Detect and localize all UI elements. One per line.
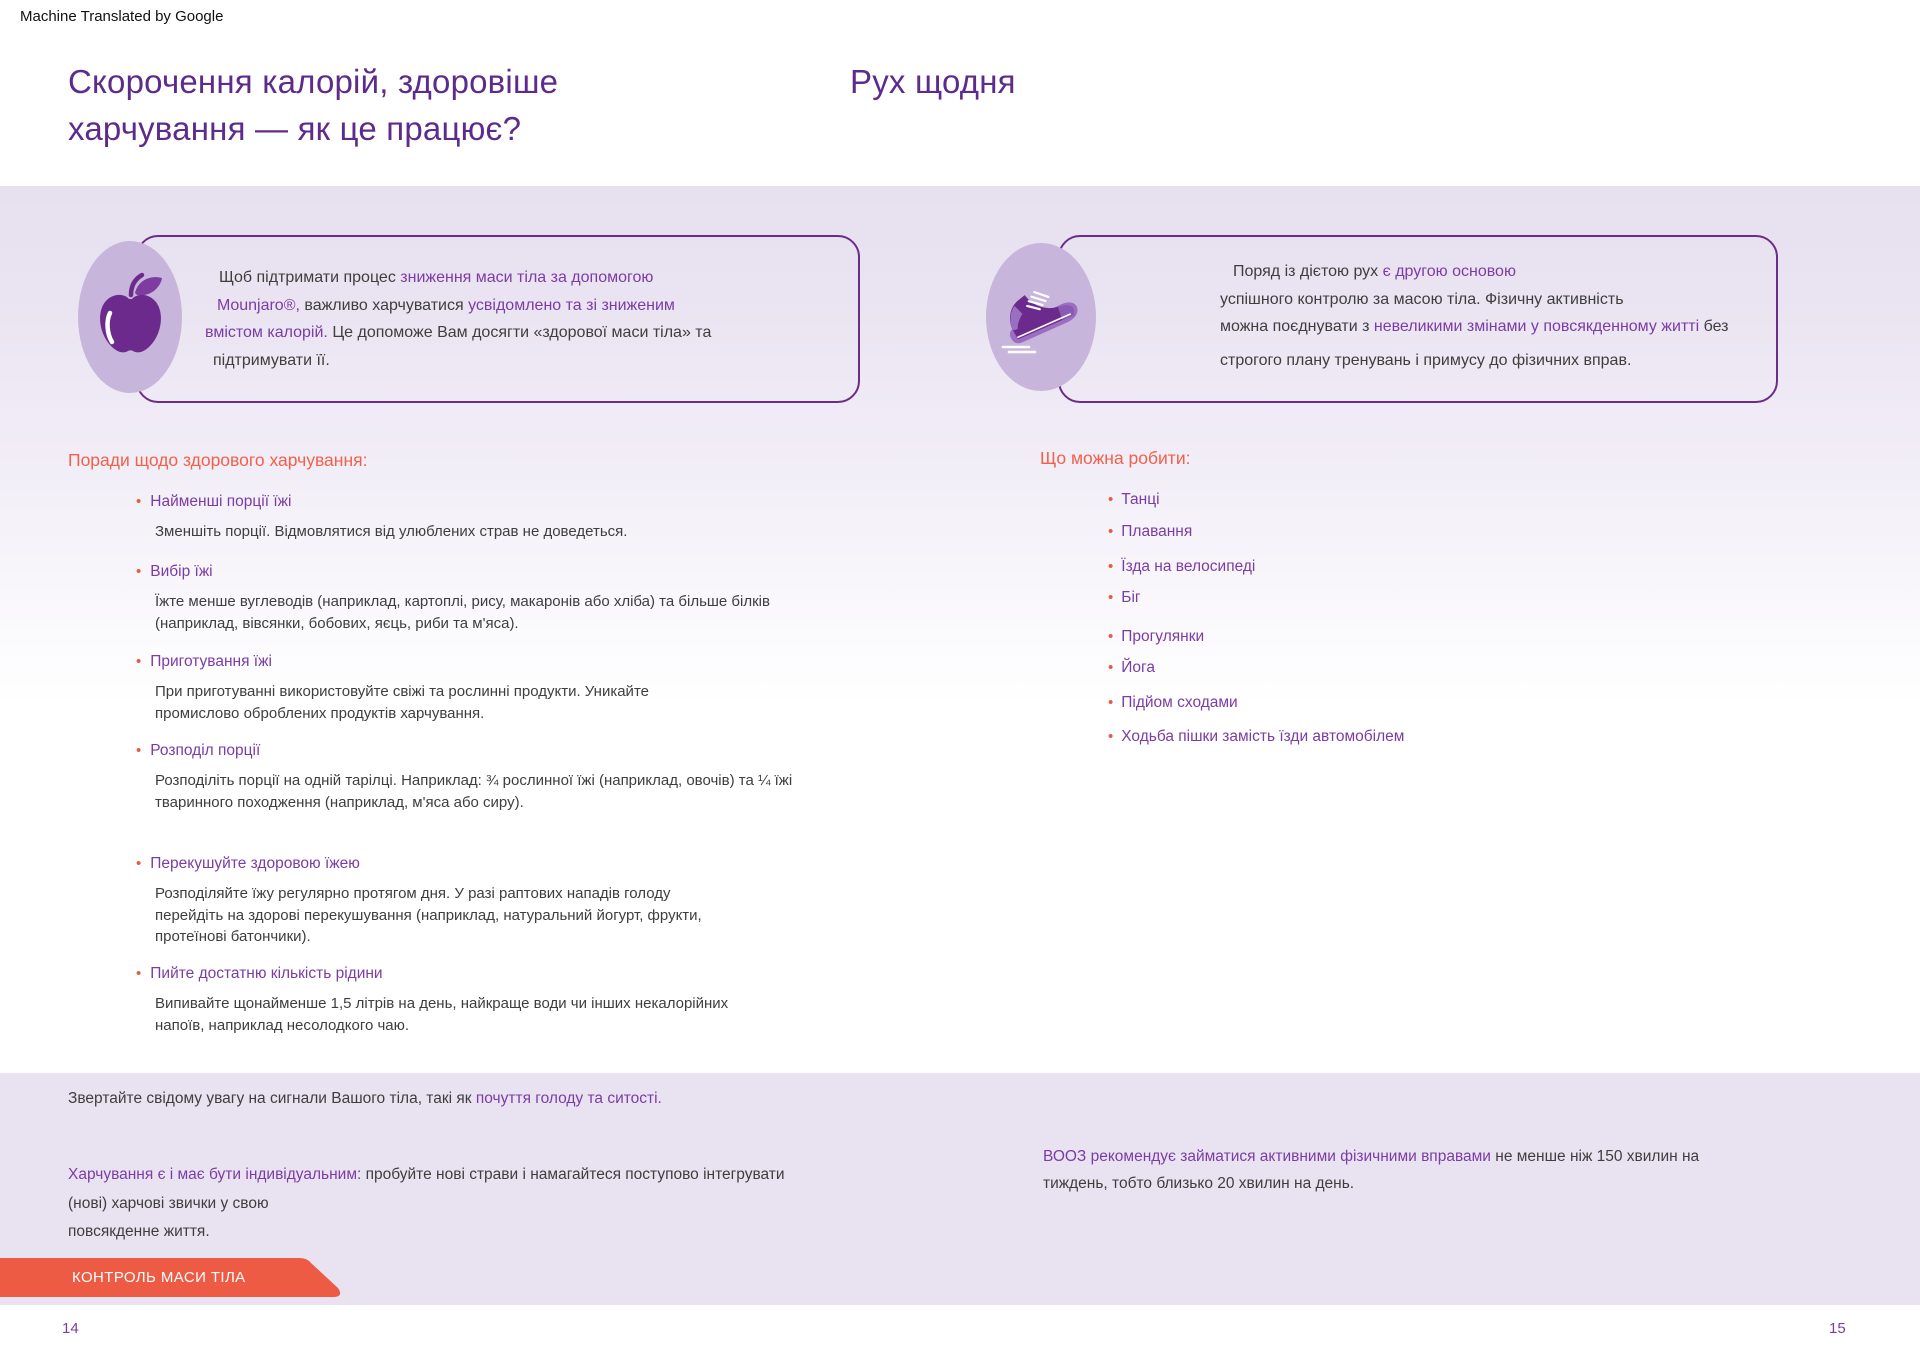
page-number-left: 14 <box>62 1320 79 1337</box>
tip-label: • Найменші порції їжі <box>136 493 292 510</box>
machine-translated-watermark: Machine Translated by Google <box>20 8 224 25</box>
bullet-dot: • <box>1108 523 1114 540</box>
bullet-dot: • <box>1108 491 1114 508</box>
bullet-dot: • <box>136 563 142 580</box>
apple-icon <box>93 271 167 364</box>
list-item <box>136 563 936 634</box>
tip-description-line: тваринного походження (наприклад, м'яса або сиру). <box>155 793 524 811</box>
left-page-title <box>68 58 558 152</box>
list-item: • Біг <box>1108 589 1141 606</box>
ribbon-label: КОНТРОЛЬ МАСИ ТІЛА <box>72 1269 246 1286</box>
callout-line: можна поєднувати з невеликими змінами у повсякденному житті без <box>1220 318 1729 335</box>
list-item: • Плавання <box>1108 523 1193 540</box>
tip-description-line: (наприклад, вівсянки, бобових, яєць, риби та м'яса). <box>155 614 519 632</box>
list-item <box>136 965 936 1036</box>
tip-description-line: Випивайте щонайменше 1,5 літрів на день, найкраще води чи інших некалорійних <box>155 995 729 1012</box>
tip-description-line: При приготуванні використовуйте свіжі та рослинні продукти. Уникайте <box>155 683 649 700</box>
individual-nutrition-note <box>68 1161 785 1247</box>
note-line: повсякденне життя. <box>68 1223 210 1240</box>
list-item: • Прогулянки <box>1108 628 1205 645</box>
running-shoe-icon <box>997 271 1085 364</box>
body-signals-note: Звертайте свідому увагу на сигнали Вашого тіла, такі як почуття голоду та ситості. <box>68 1090 662 1107</box>
list-item: • Ходьба пішки замість їзди автомобілем <box>1108 728 1405 745</box>
bullet-dot: • <box>136 855 142 872</box>
tip-label: • Пийте достатню кількість рідини <box>136 965 383 982</box>
list-item: • Танці <box>1108 491 1160 508</box>
tip-description-line: промислово оброблених продуктів харчування. <box>155 704 485 722</box>
bullet-dot: • <box>1108 728 1114 745</box>
left-page-title-line2: харчування — як це працює? <box>68 110 522 147</box>
note-line: (нові) харчові звички у свою <box>68 1194 269 1212</box>
bullet-dot: • <box>136 653 142 670</box>
tip-description-line: Їжте менше вуглеводів (наприклад, картоплі, рису, макаронів або хліба) та більше білків <box>155 593 770 610</box>
bullet-dot: • <box>1108 558 1114 575</box>
healthy-eating-tips-header: Поради щодо здорового харчування: <box>68 450 368 470</box>
callout-line: Mounjaro®, важливо харчуватися усвідомлено та зі зниженим <box>217 296 675 314</box>
note-line: Харчування є і має бути індивідуальним: пробуйте нові страви і намагайтеся поступово інтегрувати <box>68 1166 785 1183</box>
list-item <box>136 653 936 724</box>
left-page-title-line1: Скорочення калорій, здоровіше <box>68 63 559 100</box>
left-callout-text <box>205 264 711 374</box>
bullet-dot: • <box>136 742 142 759</box>
bullet-dot: • <box>1108 659 1114 676</box>
tip-description-line: напоїв, наприклад несолодкого чаю. <box>155 1016 410 1034</box>
tip-label: • Приготування їжі <box>136 653 272 670</box>
tip-description-line: перейдіть на здорові перекушування (наприклад, натуральний йогурт, фрукти, <box>155 906 702 924</box>
bullet-dot: • <box>1108 694 1114 711</box>
tip-label: • Вибір їжі <box>136 563 213 580</box>
running-shoe-badge <box>986 243 1096 391</box>
who-recommendation-note <box>1043 1143 1699 1197</box>
list-item <box>136 855 936 948</box>
bullet-dot: • <box>1108 589 1114 606</box>
tip-description-line: Зменшіть порції. Відмовлятися від улюблених страв не доведеться. <box>155 523 628 540</box>
callout-line: строгого плану тренувань і примусу до фізичних вправ. <box>1220 351 1632 369</box>
list-item <box>136 493 936 543</box>
callout-line: підтримувати її. <box>213 351 330 369</box>
callout-line: Щоб підтримати процес зниження маси тіла за допомогою <box>219 269 654 286</box>
weight-control-ribbon <box>0 1258 360 1297</box>
tip-description-line: Розподіляйте їжу регулярно протягом дня. У разі раптових нападів голоду <box>155 885 671 902</box>
note-line: ВООЗ рекомендує займатися активними фізичними вправами не менше ніж 150 хвилин на <box>1043 1148 1700 1165</box>
tip-description-line: протеїнові батончики). <box>155 928 311 945</box>
callout-line: вмістом калорій. Це допоможе Вам досягти «здорової маси тіла» та <box>205 324 712 341</box>
right-page-title: Рух щодня <box>850 63 1016 100</box>
right-callout-text <box>1220 258 1728 374</box>
tip-label: • Розподіл порції <box>136 742 261 759</box>
list-item: • Їзда на велосипеді <box>1108 558 1256 575</box>
list-item: • Йога <box>1108 659 1155 676</box>
note-line: тиждень, тобто близько 20 хвилин на день. <box>1043 1175 1355 1192</box>
list-item: • Підйом сходами <box>1108 694 1238 711</box>
page-number-right: 15 <box>1829 1320 1846 1337</box>
callout-line: успішного контролю за масою тіла. Фізичну активність <box>1220 290 1624 308</box>
tip-label: • Перекушуйте здоровою їжею <box>136 855 360 872</box>
bullet-dot: • <box>136 493 142 510</box>
list-item <box>136 742 936 813</box>
activities-header: Що можна робити: <box>1040 448 1191 468</box>
tip-description-line: Розподіліть порції на одній тарілці. Наприклад: ¾ рослинної їжі (наприклад, овочів) та ¼ їжі <box>155 772 793 789</box>
apple-badge <box>78 241 182 393</box>
bullet-dot: • <box>1108 628 1114 645</box>
bullet-dot: • <box>136 965 142 982</box>
callout-line: Поряд із дієтою рух є другою основою <box>1233 263 1516 280</box>
